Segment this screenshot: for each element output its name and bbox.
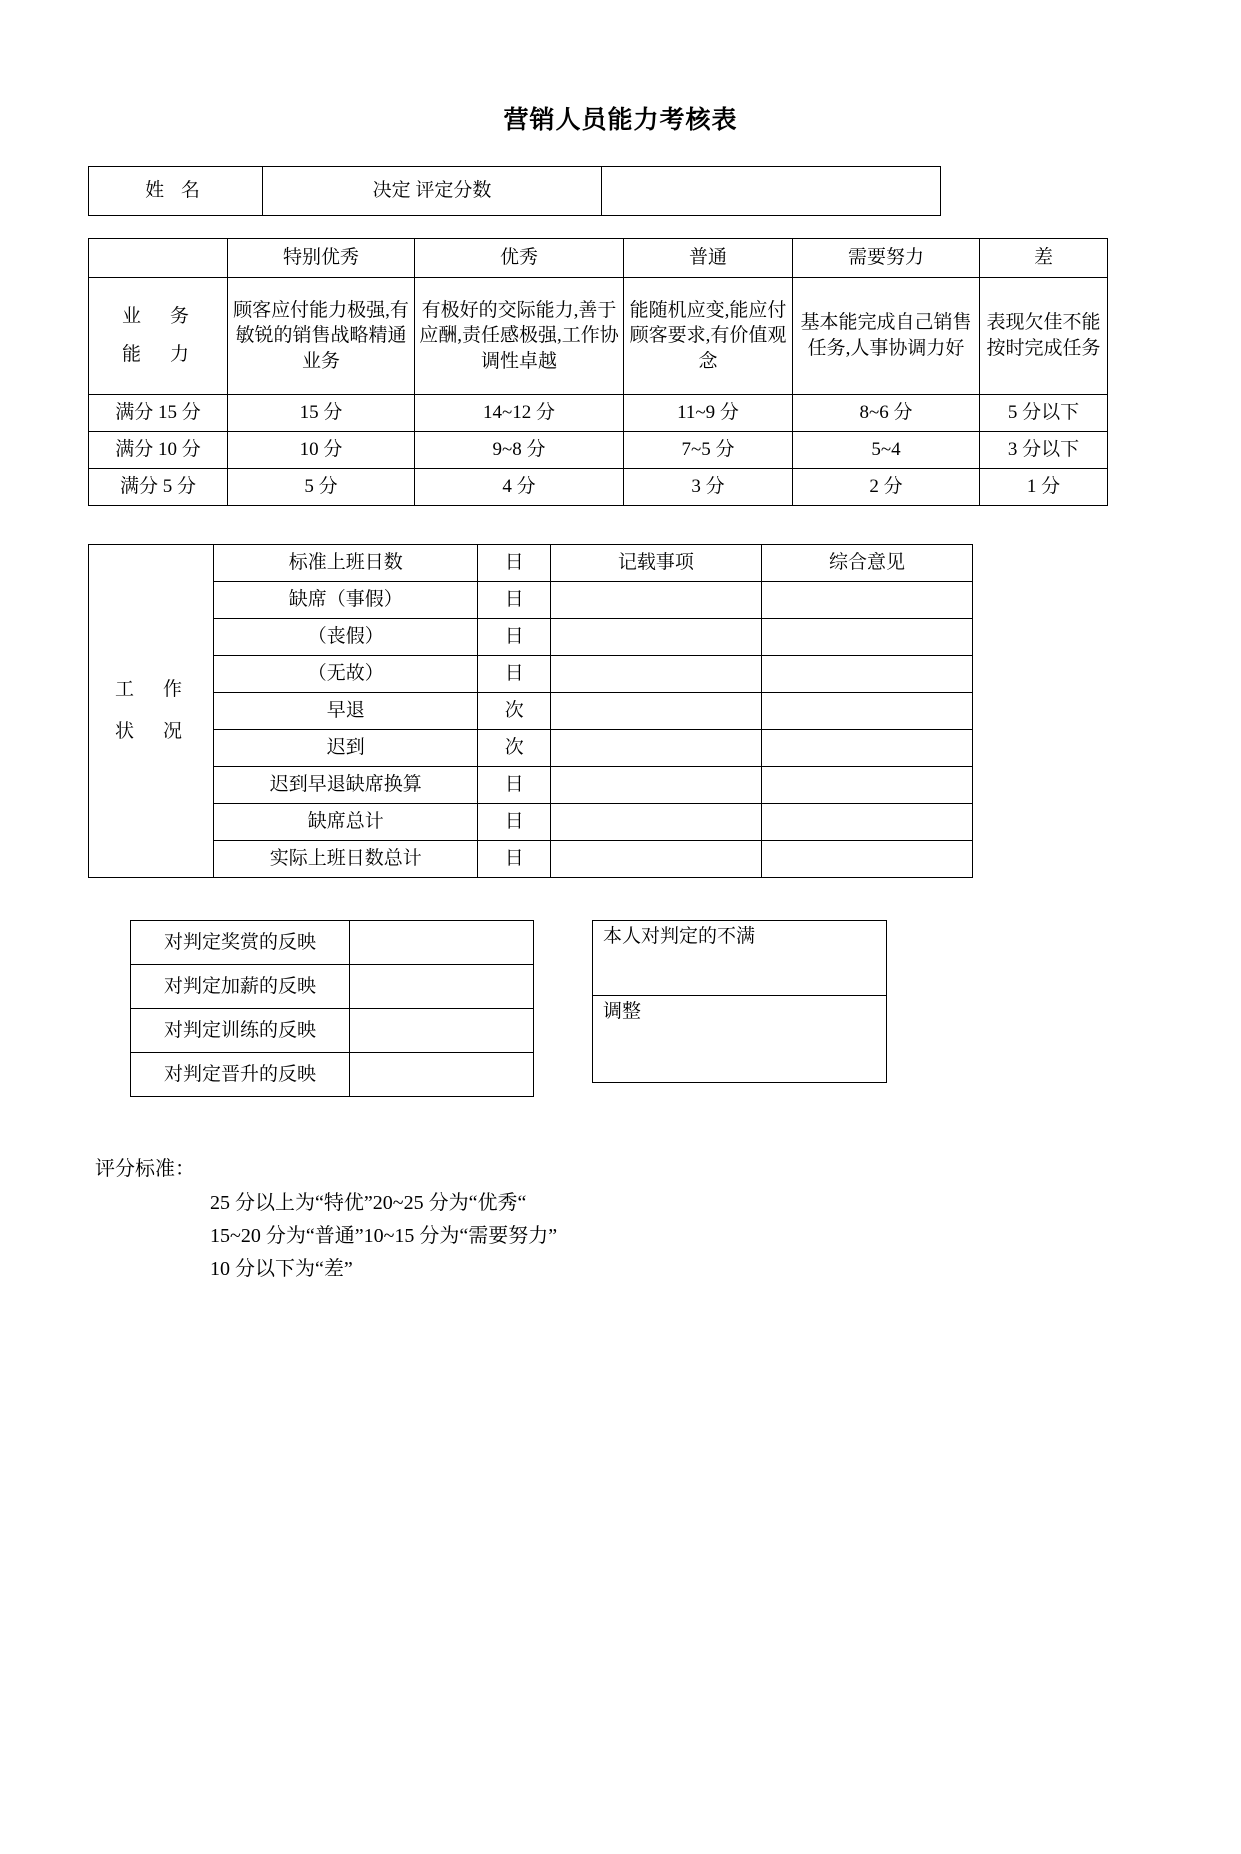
work-item-note[interactable] bbox=[550, 656, 761, 693]
work-item-note[interactable] bbox=[550, 767, 761, 804]
table-row bbox=[131, 965, 534, 1009]
table-row bbox=[89, 619, 973, 656]
work-item-note[interactable] bbox=[550, 619, 761, 656]
table-row bbox=[89, 656, 973, 693]
table-header-row bbox=[89, 545, 973, 582]
work-item-note[interactable] bbox=[550, 730, 761, 767]
business-ability-label bbox=[89, 278, 228, 395]
score-5-average: 3 分 bbox=[624, 469, 793, 506]
decision-score-label-cell: 决定 评定分数 bbox=[263, 167, 602, 216]
header-overall-opinion: 综合意见 bbox=[761, 545, 972, 582]
description-poor: 表现欠佳不能按时完成任务 bbox=[980, 278, 1108, 395]
table-row bbox=[131, 1009, 534, 1053]
reaction-raise-label: 对判定加薪的反映 bbox=[131, 965, 350, 1009]
decision-score-value-cell[interactable] bbox=[602, 167, 941, 216]
header-unit: 日 bbox=[478, 545, 550, 582]
work-item-unit: 日 bbox=[478, 582, 550, 619]
description-average: 能随机应变,能应付顾客要求,有价值观念 bbox=[624, 278, 793, 395]
page-title: 营销人员能力考核表 bbox=[503, 107, 738, 134]
header-records: 记载事项 bbox=[550, 545, 761, 582]
table-row bbox=[593, 921, 887, 996]
score-15-excellent-plus: 15 分 bbox=[228, 395, 415, 432]
work-item-opinion[interactable] bbox=[761, 767, 972, 804]
reaction-promotion-value[interactable] bbox=[350, 1053, 534, 1097]
score-15-poor: 5 分以下 bbox=[980, 395, 1108, 432]
work-status-label bbox=[89, 545, 214, 878]
work-status-table bbox=[88, 544, 973, 878]
work-item-opinion[interactable] bbox=[761, 582, 972, 619]
table-row bbox=[89, 730, 973, 767]
score-row-label-5: 满分 5 分 bbox=[89, 469, 228, 506]
work-item-opinion[interactable] bbox=[761, 841, 972, 878]
work-item-unit: 次 bbox=[478, 730, 550, 767]
score-row-label-10: 满分 10 分 bbox=[89, 432, 228, 469]
table-row bbox=[89, 767, 973, 804]
work-item-label: 迟到早退缺席换算 bbox=[213, 767, 478, 804]
table-row bbox=[131, 1053, 534, 1097]
header-blank bbox=[89, 239, 228, 278]
reaction-training-label: 对判定训练的反映 bbox=[131, 1009, 350, 1053]
score-15-excellent: 14~12 分 bbox=[415, 395, 624, 432]
adjust-label[interactable]: 调整 bbox=[593, 996, 887, 1083]
reaction-raise-value[interactable] bbox=[350, 965, 534, 1009]
work-item-label: 早退 bbox=[213, 693, 478, 730]
document-page bbox=[0, 100, 1241, 1854]
criteria-line-2: 15~20 分为“普通”10~15 分为“需要努力” bbox=[210, 1225, 558, 1247]
score-10-average: 7~5 分 bbox=[624, 432, 793, 469]
header-average: 普通 bbox=[624, 239, 793, 278]
business-ability-label-line1: 业 务 bbox=[121, 306, 194, 327]
name-table bbox=[88, 166, 941, 216]
reaction-reward-label: 对判定奖赏的反映 bbox=[131, 921, 350, 965]
score-5-needs-effort: 2 分 bbox=[793, 469, 980, 506]
description-excellent-plus: 顾客应付能力极强,有敏锐的销售战略精通业务 bbox=[228, 278, 415, 395]
score-10-excellent-plus: 10 分 bbox=[228, 432, 415, 469]
work-item-unit: 日 bbox=[478, 804, 550, 841]
self-opinion-table bbox=[592, 920, 887, 1083]
table-row bbox=[89, 432, 1108, 469]
table-row bbox=[89, 278, 1108, 395]
header-poor: 差 bbox=[980, 239, 1108, 278]
score-5-excellent-plus: 5 分 bbox=[228, 469, 415, 506]
work-item-unit: 日 bbox=[478, 767, 550, 804]
table-row bbox=[89, 582, 973, 619]
criteria-line-1: 25 分以上为“特优”20~25 分为“优秀“ bbox=[210, 1192, 527, 1214]
score-10-poor: 3 分以下 bbox=[980, 432, 1108, 469]
work-item-opinion[interactable] bbox=[761, 693, 972, 730]
work-status-label-line1: 工 作 bbox=[114, 679, 187, 701]
criteria-heading: 评分标准： bbox=[95, 1158, 195, 1180]
business-ability-label-line2: 能 力 bbox=[121, 344, 194, 365]
table-row bbox=[89, 469, 1108, 506]
work-status-label-line2: 状 况 bbox=[114, 721, 187, 742]
header-excellent-plus: 特别优秀 bbox=[228, 239, 415, 278]
work-item-note[interactable] bbox=[550, 841, 761, 878]
bottom-section bbox=[130, 920, 1241, 1097]
criteria-section bbox=[95, 1152, 1241, 1286]
name-label-cell: 姓 名 bbox=[89, 167, 263, 216]
header-excellent: 优秀 bbox=[415, 239, 624, 278]
score-10-excellent: 9~8 分 bbox=[415, 432, 624, 469]
work-item-unit: 日 bbox=[478, 841, 550, 878]
table-row bbox=[89, 693, 973, 730]
work-item-note[interactable] bbox=[550, 693, 761, 730]
work-item-label: 实际上班日数总计 bbox=[213, 841, 478, 878]
work-item-note[interactable] bbox=[550, 582, 761, 619]
score-15-average: 11~9 分 bbox=[624, 395, 793, 432]
description-excellent: 有极好的交际能力,善于应酬,责任感极强,工作协调性卓越 bbox=[415, 278, 624, 395]
header-standard-workdays: 标准上班日数 bbox=[213, 545, 478, 582]
table-row bbox=[131, 921, 534, 965]
reaction-training-value[interactable] bbox=[350, 1009, 534, 1053]
reaction-promotion-label: 对判定晋升的反映 bbox=[131, 1053, 350, 1097]
criteria-lines bbox=[210, 1187, 1241, 1286]
work-item-opinion[interactable] bbox=[761, 804, 972, 841]
score-5-poor: 1 分 bbox=[980, 469, 1108, 506]
table-row bbox=[89, 167, 941, 216]
work-item-label: 缺席总计 bbox=[213, 804, 478, 841]
work-item-opinion[interactable] bbox=[761, 730, 972, 767]
work-item-note[interactable] bbox=[550, 804, 761, 841]
work-item-opinion[interactable] bbox=[761, 619, 972, 656]
reaction-table bbox=[130, 920, 534, 1097]
ability-evaluation-table bbox=[88, 238, 1108, 506]
work-item-label: 迟到 bbox=[213, 730, 478, 767]
work-item-unit: 日 bbox=[478, 619, 550, 656]
table-row bbox=[89, 395, 1108, 432]
criteria-line-3: 10 分以下为“差” bbox=[210, 1258, 353, 1280]
complaint-label[interactable]: 本人对判定的不满 bbox=[593, 921, 887, 996]
score-row-label-15: 满分 15 分 bbox=[89, 395, 228, 432]
work-item-unit: 日 bbox=[478, 656, 550, 693]
work-item-label: 缺席（事假） bbox=[213, 582, 478, 619]
score-10-needs-effort: 5~4 bbox=[793, 432, 980, 469]
score-5-excellent: 4 分 bbox=[415, 469, 624, 506]
work-item-label: （丧假） bbox=[213, 619, 478, 656]
table-row bbox=[593, 996, 887, 1083]
work-item-unit: 次 bbox=[478, 693, 550, 730]
table-row bbox=[89, 841, 973, 878]
description-needs-effort: 基本能完成自己销售任务,人事协调力好 bbox=[793, 278, 980, 395]
header-needs-effort: 需要努力 bbox=[793, 239, 980, 278]
work-item-label: （无故） bbox=[213, 656, 478, 693]
work-item-opinion[interactable] bbox=[761, 656, 972, 693]
table-header-row bbox=[89, 239, 1108, 278]
reaction-reward-value[interactable] bbox=[350, 921, 534, 965]
table-row bbox=[89, 804, 973, 841]
score-15-needs-effort: 8~6 分 bbox=[793, 395, 980, 432]
